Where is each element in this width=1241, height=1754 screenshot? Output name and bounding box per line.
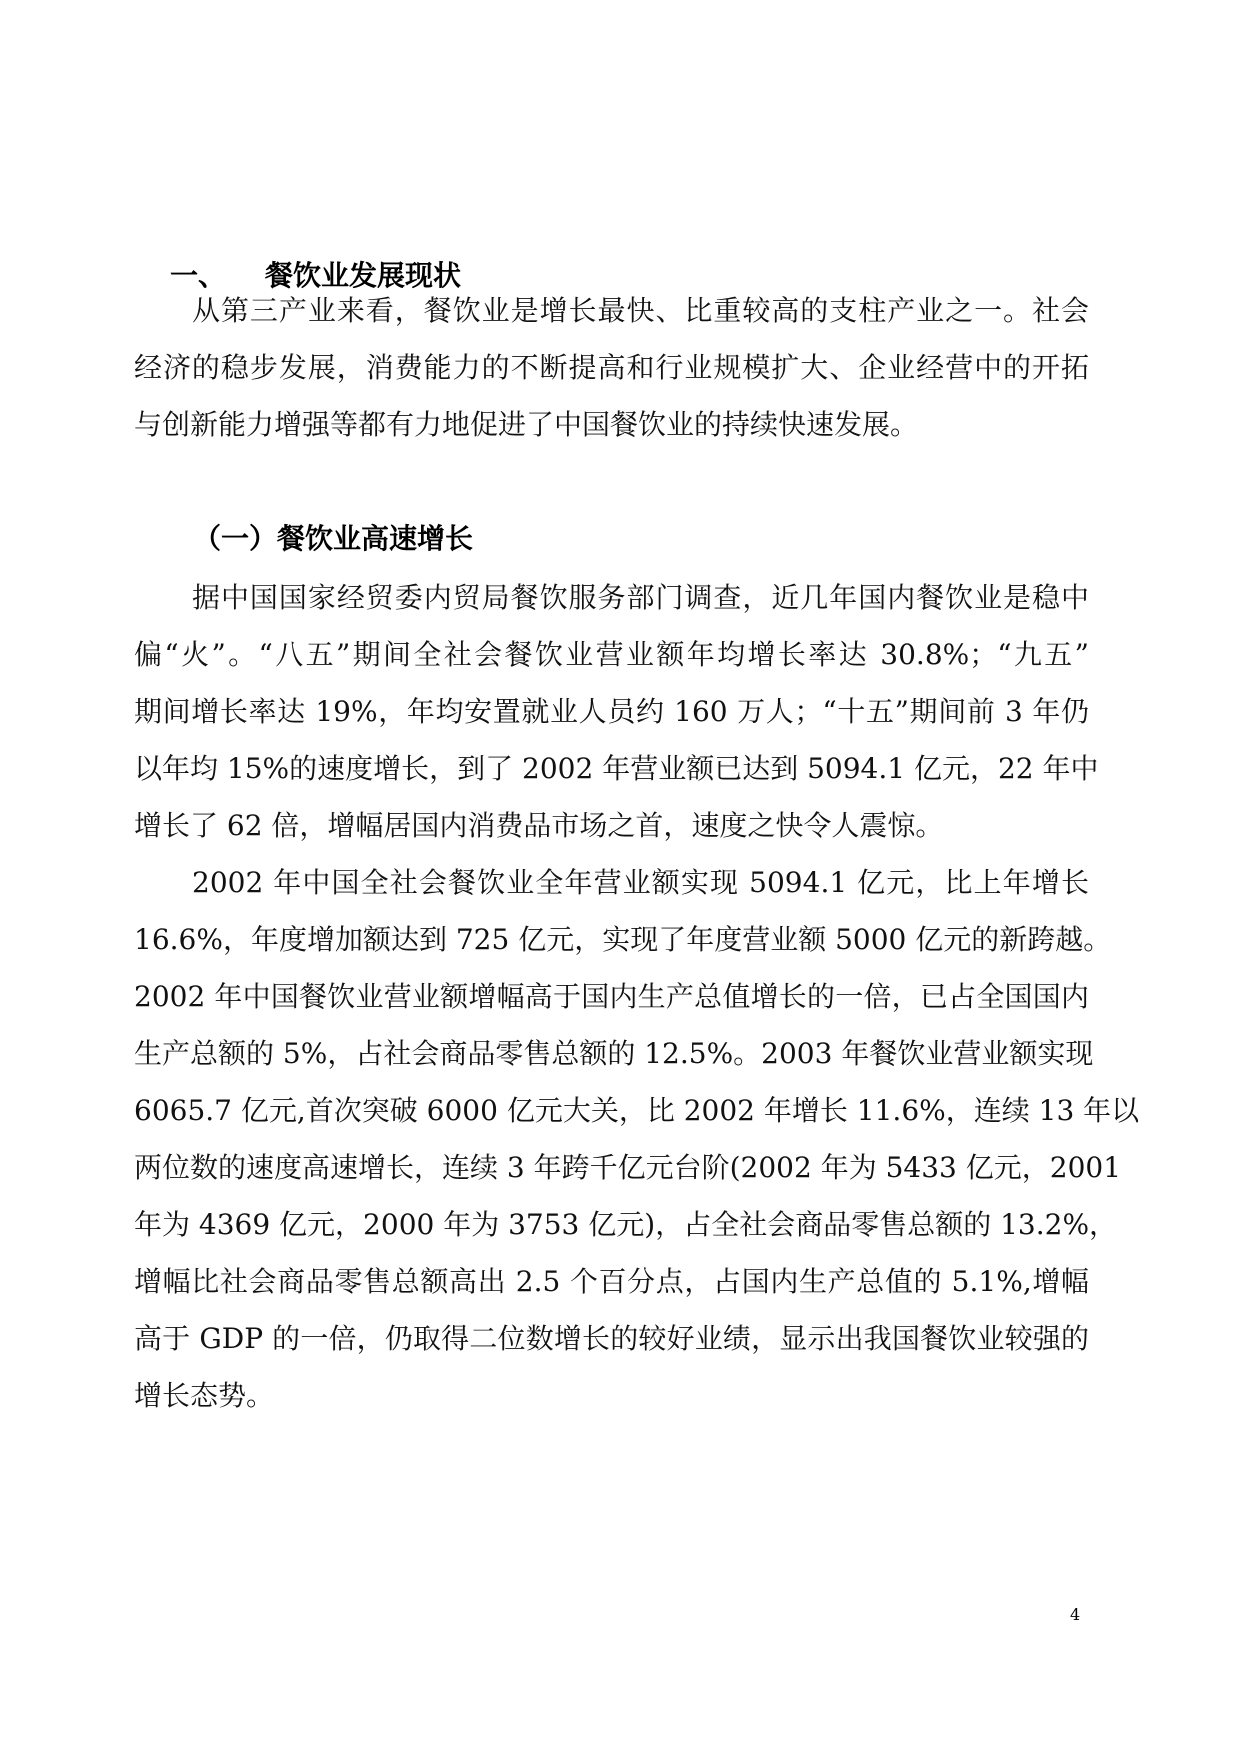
intro-line: 与创新能力增强等都有力地促进了中国餐饮业的持续快速发展。	[134, 408, 919, 441]
paragraph-line: 偏“火”。“八五”期间全社会餐饮业营业额年均增长率达 30.8%；“九五”	[134, 638, 1089, 671]
paragraph-line: 两位数的速度高速增长，连续 3 年跨千亿元台阶(2002 年为 5433 亿元，2001	[134, 1151, 1122, 1184]
paragraph-line: 据中国国家经贸委内贸局餐饮服务部门调查，近几年国内餐饮业是稳中	[192, 581, 1089, 614]
intro-line: 经济的稳步发展，消费能力的不断提高和行业规模扩大、企业经营中的开拓	[134, 351, 1089, 384]
section-heading	[170, 256, 461, 296]
paragraph-line: 2002 年中国餐饮业营业额增幅高于国内生产总值增长的一倍，已占全国国内	[134, 980, 1089, 1013]
section-title: 餐饮业发展现状	[265, 259, 462, 292]
paragraph-line: 6065.7 亿元,首次突破 6000 亿元大关，比 2002 年增长 11.6%，连续 13 年以	[134, 1094, 1140, 1127]
paragraph-line: 16.6%，年度增加额达到 725 亿元，实现了年度营业额 5000 亿元的新跨越。	[134, 923, 1112, 956]
paragraph-line: 2002 年中国全社会餐饮业全年营业额实现 5094.1 亿元，比上年增长	[192, 866, 1089, 899]
page-number: 4	[1070, 1605, 1081, 1624]
section-number: 一、	[170, 259, 227, 292]
paragraph-line: 增幅比社会商品零售总额高出 2.5 个百分点，占国内生产总值的 5.1%,增幅	[134, 1265, 1089, 1298]
subsection-heading: （一）餐饮业高速增长	[193, 522, 474, 555]
paragraph-line: 生产总额的 5%，占社会商品零售总额的 12.5%。2003 年餐饮业营业额实现	[134, 1037, 1094, 1070]
paragraph-line: 以年均 15%的速度增长，到了 2002 年营业额已达到 5094.1 亿元，22 年中	[134, 752, 1099, 785]
paragraph-line: 增长态势。	[134, 1379, 275, 1412]
paragraph-line: 高于 GDP 的一倍，仍取得二位数增长的较好业绩，显示出我国餐饮业较强的	[134, 1322, 1089, 1355]
paragraph-line: 增长了 62 倍，增幅居国内消费品市场之首，速度之快令人震惊。	[134, 809, 944, 842]
intro-line: 从第三产业来看，餐饮业是增长最快、比重较高的支柱产业之一。社会	[192, 294, 1089, 327]
paragraph-line: 年为 4369 亿元，2000 年为 3753 亿元)，占全社会商品零售总额的 13.2%，	[134, 1208, 1118, 1241]
paragraph-line: 期间增长率达 19%，年均安置就业人员约 160 万人；“十五”期间前 3 年仍	[134, 695, 1089, 728]
